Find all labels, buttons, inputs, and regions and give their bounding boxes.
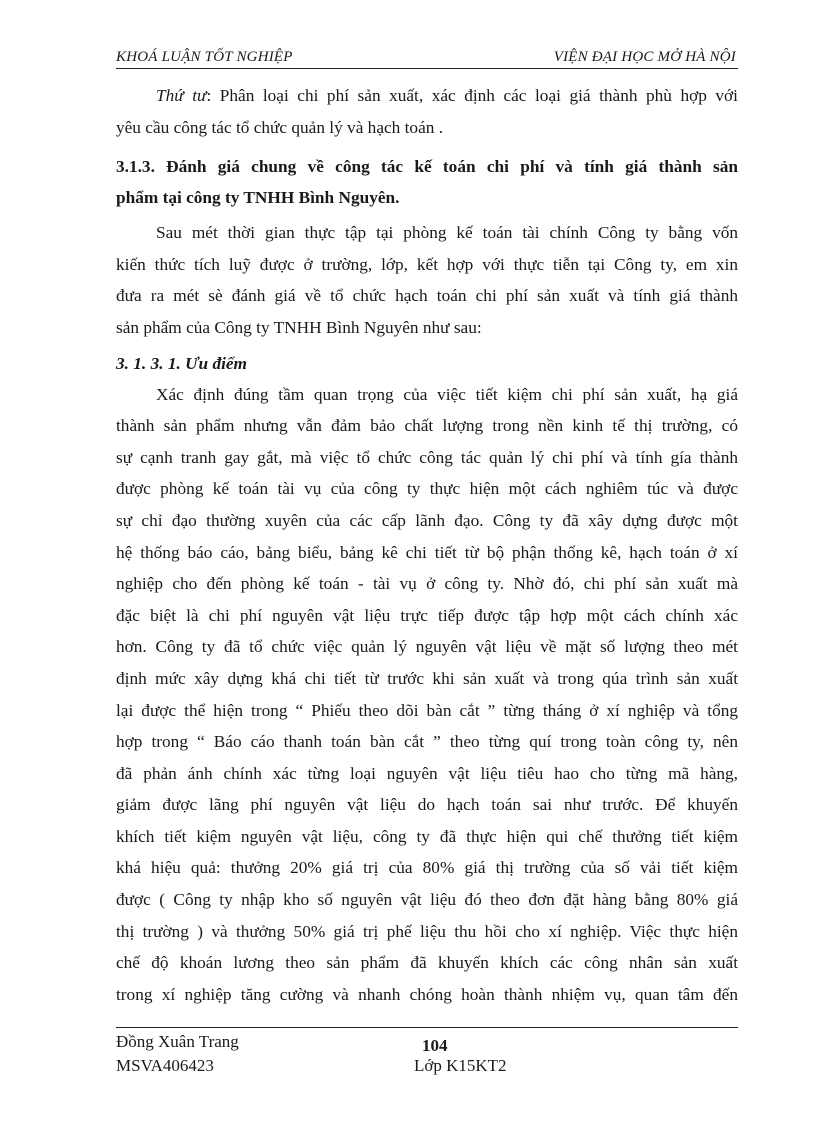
text-line: hợp trong “ Báo cáo thanh toán bàn cắt ” theo từng quí trong toàn công ty, nên: [116, 732, 738, 752]
text-line: phẩm tại công ty TNHH Bình Nguyên.: [116, 188, 400, 208]
text-line: khích tiết kiệm nguyên vật liệu, công ty đã thực hiện qui chế thưởng tiết kiệm: [116, 826, 738, 846]
text-line: trong xí nghiệp tăng cường và nhanh chóng hoàn thành nhiệm vụ, quan tâm đến: [116, 984, 738, 1004]
subsection-heading: 3. 1. 3. 1. Ưu điểm: [116, 353, 248, 373]
text-line: định mức xây dựng khá chi tiết từ trước khi sản xuất và trong qúa trình sản xuất: [116, 668, 738, 688]
text-line: thành sản phẩm nhưng vẫn đảm bảo chất lượng trong nền kinh tế thị trường, có: [116, 416, 738, 436]
page-footer: [116, 1027, 738, 1078]
text-line: đặc biệt là chi phí nguyên vật liệu trực tiếp được tập hợp một cách chính xác: [116, 605, 738, 625]
text-line: khá hiệu quả: thưởng 20% giá trị của 80% giá thị trường của số vải tiết kiệm: [116, 858, 738, 878]
text-line: 3.1.3. Đánh giá chung về công tác kế toán chi phí và tính giá thành sản: [116, 157, 738, 177]
text-line: được ( Công ty nhập kho số nguyên vật liệu đó theo đơn đặt hàng bằng 80% giá: [116, 890, 738, 910]
text-line: giảm được lãng phí nguyên vật liệu do hạch toán sai như trước. Để khuyến: [116, 795, 738, 815]
text-line: nghiệp cho đến phòng kế toán - tài vụ ở công ty. Nhờ đó, chi phí sản xuất mà: [116, 574, 738, 594]
page-header: [116, 48, 738, 69]
header-institute: VIỆN ĐẠI HỌC MỞ HÀ NỘI: [553, 49, 736, 65]
text-line: sản phẩm của Công ty TNHH Bình Nguyên như sau:: [116, 317, 482, 337]
text-line: chế độ khoán lương theo sản phẩm đã khuyến khích các công nhân sản xuất: [116, 953, 738, 973]
text-line: kiến thức tích luỹ được ở trường, lớp, kết hợp với thực tiễn tại Công ty, em xin: [116, 254, 738, 274]
text-line: được phòng kế toán tài vụ của công ty thực hiện một cách nghiêm túc và được: [116, 479, 738, 499]
text-line: lại được thể hiện trong “ Phiếu theo dõi bàn cắt ” từng tháng ở xí nghiệp và tổng: [116, 700, 738, 720]
header-thesis-title: KHOÁ LUẬN TỐT NGHIỆP: [116, 49, 293, 65]
text-line: sự cạnh tranh gay gắt, mà việc tổ chức công tác quản lý chi phí và tính gía thành: [116, 447, 738, 467]
text-line: hơn. Công ty đã tổ chức việc quản lý nguyên vật liệu về mặt số lượng theo mét: [116, 637, 738, 657]
section-heading: [116, 151, 738, 213]
text-line: yêu cầu công tác tổ chức quản lý và hạch toán .: [116, 117, 444, 137]
text-line: đã phản ánh chính xác từng loại nguyên vật liệu tiêu hao cho từng mã hàng,: [116, 763, 738, 783]
paragraph-2: [116, 379, 738, 1011]
text-line: hệ thống báo cáo, bảng biểu, bảng kê chi tiết từ bộ phận thống kê, hạch toán ở xí: [116, 542, 738, 562]
text-line: đưa ra mét sè đánh giá về tổ chức hạch toán chi phí sản xuất và tính giá thành: [116, 286, 738, 306]
text-line: thị trường ) và thưởng 50% giá trị phế liệu thu hồi cho xí nghiệp. Việc thực hiện: [116, 921, 738, 941]
italic-lead: Thứ tư: [156, 86, 207, 105]
intro-paragraph: [116, 80, 738, 143]
text-line: Thứ tư: Phân loại chi phí sản xuất, xác định các loại giá thành phù hợp với: [156, 86, 738, 105]
text-line: Xác định đúng tầm quan trọng của việc tiết kiệm chi phí sản xuất, hạ giá: [156, 384, 738, 404]
page-number: 104: [422, 1036, 448, 1055]
page-body: [116, 80, 738, 1010]
text-line: sự chỉ đạo thường xuyên của các cấp lãnh đạo. Công ty đã xây dựng được một: [116, 510, 738, 530]
paragraph-1: [116, 217, 738, 343]
student-id: MSVA406423: [116, 1056, 214, 1075]
text-line: Sau mét thời gian thực tập tại phòng kế toán tài chính Công ty bằng vốn: [156, 223, 738, 243]
class-code: Lớp K15KT2: [414, 1056, 507, 1075]
author-name: Đồng Xuân Trang: [116, 1032, 239, 1051]
